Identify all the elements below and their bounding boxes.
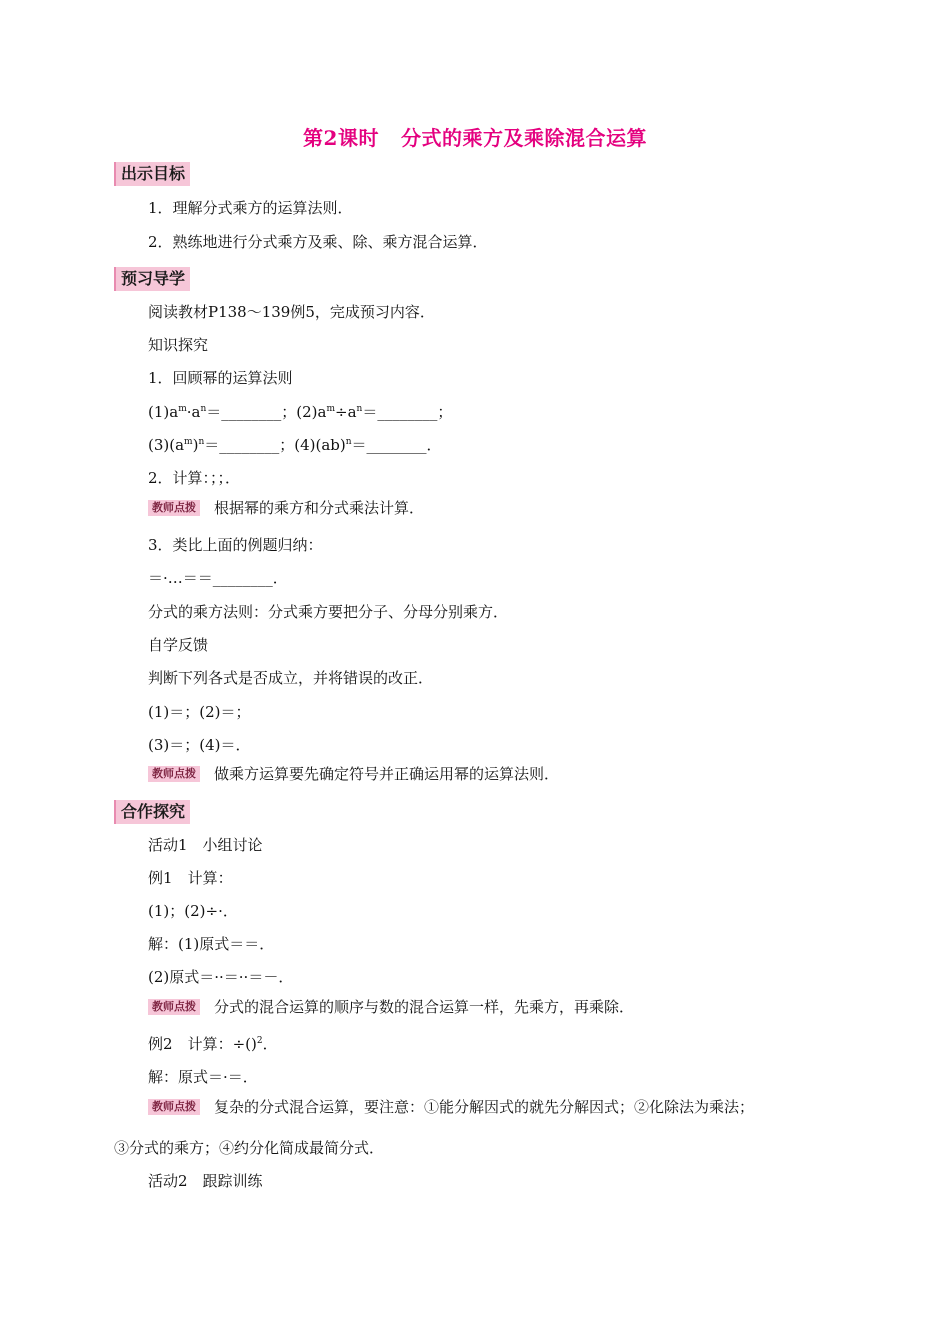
questions-1-2: (1)＝；(2)＝； (148, 703, 251, 721)
power-rule: 分式的乘方法则：分式乘方要把分子、分母分别乘方． (148, 603, 509, 621)
page-title (0, 122, 950, 151)
activity-2: 活动2 跟踪训练 (148, 1172, 263, 1190)
solution-3: 解：原式＝·＝． (148, 1068, 258, 1086)
judge-instruction: 判断下列各式是否成立，并将错误的改正． (148, 669, 434, 687)
goal-2: 2．熟练地进行分式乘方及乘、除、乘方混合运算． (148, 233, 488, 251)
teacher-tip-3: 教师点拨 分式的混合运算的顺序与数的混合运算一样，先乘方，再乘除． (148, 997, 634, 1017)
questions-3-4: (3)＝；(4)＝． (148, 736, 251, 754)
teacher-tip-badge: 教师点拨 (148, 766, 200, 782)
teacher-tip-4-continued: ③分式的乘方；④约分化简成最简分式． (114, 1139, 385, 1157)
item-1: 1．回顾幂的运算法则 (148, 369, 293, 387)
formula-line: ＝·…＝＝________． (148, 569, 288, 587)
solution-1: 解：(1)原式＝＝． (148, 935, 275, 953)
example-2: 例2 计算：÷()$^2$． (148, 1035, 278, 1053)
teacher-tip-1: 教师点拨 根据幂的乘方和分式乘法计算． (148, 498, 424, 518)
teacher-tip-badge: 教师点拨 (148, 999, 200, 1015)
feedback-heading: 自学反馈 (148, 636, 209, 654)
item-3: 3．类比上面的例题归纳： (148, 536, 323, 554)
power-rules-2: $(3)(a^m)^n=\_\_\_\_\_\_\_\_$；(4)(ab)$^n$＝________． (148, 436, 442, 454)
example-1-questions: (1)；(2)÷·． (148, 902, 238, 920)
section-goals: 出示目标 (114, 162, 190, 186)
preview-read: 阅读教材P138～139例5，完成预习内容． (148, 303, 435, 321)
teacher-tip-4: 教师点拨 复杂的分式混合运算，要注意：①能分解因式的就先分解因式；②化除法为乘法； (148, 1097, 754, 1117)
goal-1: 1．理解分式乘方的运算法则． (148, 199, 353, 217)
teacher-tip-badge: 教师点拨 (148, 1099, 200, 1115)
title-topic: 分式的乘方及乘除混合运算 (400, 126, 647, 150)
power-rules-1: $(1)a^m\cdot a^n=\_\_\_\_\_\_\_\_$；$(2)a^m\div a^n=\_\_\_\_\_\_\_\_$； (148, 403, 453, 421)
item-2: 2．计算：；；． (148, 469, 241, 487)
teacher-tip-2: 教师点拨 做乘方运算要先确定符号并正确运用幂的运算法则． (148, 764, 559, 784)
section-coop: 合作探究 (114, 800, 190, 824)
solution-2: (2)原式＝··＝··＝－． (148, 968, 294, 986)
title-lesson: 第2课时 (303, 126, 379, 150)
example-1: 例1 计算： (148, 869, 233, 887)
knowledge-heading: 知识探究 (148, 336, 209, 354)
section-preview: 预习导学 (114, 267, 190, 291)
teacher-tip-badge: 教师点拨 (148, 500, 200, 516)
activity-1: 活动1 小组讨论 (148, 836, 263, 854)
